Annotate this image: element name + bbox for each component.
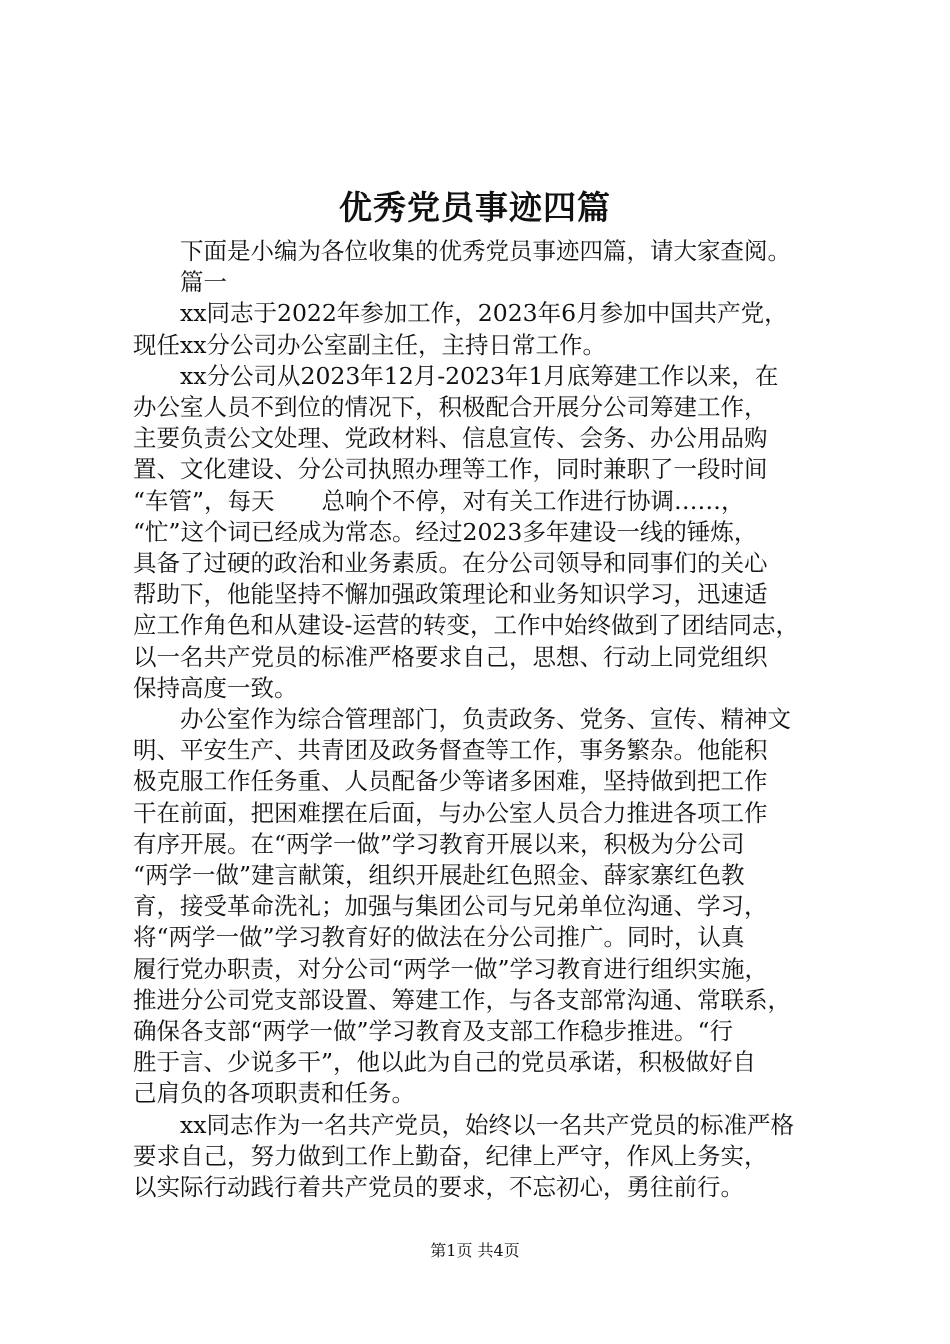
text-line: 以实际行动践行着共产党员的要求，不忘初心，勇往前行。 — [133, 1173, 744, 1202]
text-line: 办公室人员不到位的情况下，积极配合开展分公司筹建工作， — [133, 393, 768, 422]
text-line: 以一名共产党员的标准严格要求自己，思想、行动上同党组织 — [133, 642, 768, 671]
text-line: 履行党办职责，对分公司“两学一做”学习教育进行组织实施， — [133, 954, 769, 983]
text-line: 办公室作为综合管理部门，负责政务、党务、宣传、精神文 — [180, 705, 791, 734]
text-line: 应工作角色和从建设-运营的转变，工作中始终做到了团结同志， — [133, 611, 799, 640]
text-line: 育，接受革命洗礼；加强与集团公司与兄弟单位沟通、学习， — [133, 892, 768, 921]
text-line: xx分公司从2023年12月-2023年1月底筹建工作以来，在 — [180, 361, 779, 390]
text-line: 确保各支部“两学一做”学习教育及支部工作稳步推进。“行 — [133, 1017, 734, 1046]
text-line: 推进分公司党支部设置、筹建工作，与各支部常沟通、常联系， — [133, 985, 791, 1014]
text-line: 己肩负的各项职责和任务。 — [133, 1079, 415, 1108]
text-line: xx同志作为一名共产党员，始终以一名共产党员的标准严格 — [180, 1110, 795, 1139]
text-line: 下面是小编为各位收集的优秀党员事迹四篇，请大家查阅。 — [180, 237, 791, 265]
text-line: 将“两学一做”学习教育好的做法在分公司推广。同时，认真 — [133, 923, 745, 952]
page-footer: 第1页 共4页 — [430, 1241, 520, 1260]
text-line: 有序开展。在“两学一做”学习教育开展以来，积极为分公司 — [133, 829, 745, 858]
text-line: 明、平安生产、共青团及政务督查等工作，事务繁杂。他能积 — [133, 736, 768, 765]
text-line: “车管”，每天 总响个不停，对有关工作进行协调……， — [133, 486, 745, 515]
document-body — [133, 236, 833, 1203]
text-line: 胜于言、少说多干”，他以此为自己的党员承诺，积极做好自 — [133, 1048, 757, 1077]
text-line: 保持高度一致。 — [133, 673, 298, 702]
text-line: 帮助下，他能坚持不懈加强政策理论和业务知识学习，迅速适 — [133, 580, 768, 609]
text-line: 主要负责公文处理、党政材料、信息宣传、会务、办公用品购 — [133, 424, 768, 453]
text-line: 置、文化建设、分公司执照办理等工作，同时兼职了一段时间 — [133, 455, 768, 484]
text-line: 极克服工作任务重、人员配备少等诸多困难，坚持做到把工作 — [133, 767, 768, 796]
text-line: 要求自己，努力做到工作上勤奋，纪律上严守，作风上务实， — [133, 1141, 768, 1170]
text-line: xx同志于2022年参加工作，2023年6月参加中国共产党， — [180, 299, 788, 328]
text-line: “两学一做”建言献策，组织开展赴红色照金、薛家寨红色教 — [133, 861, 745, 890]
text-line: 干在前面，把困难摆在后面，与办公室人员合力推进各项工作 — [133, 798, 768, 827]
text-line: “忙”这个词已经成为常态。经过2023多年建设一线的锤炼， — [133, 517, 758, 546]
text-line: 具备了过硬的政治和业务素质。在分公司领导和同事们的关心 — [133, 549, 768, 578]
section-heading: 篇一 — [180, 268, 227, 297]
text-line: 现任xx分公司办公室副主任，主持日常工作。 — [133, 330, 607, 359]
document-title: 优秀党员事迹四篇 — [339, 188, 611, 227]
